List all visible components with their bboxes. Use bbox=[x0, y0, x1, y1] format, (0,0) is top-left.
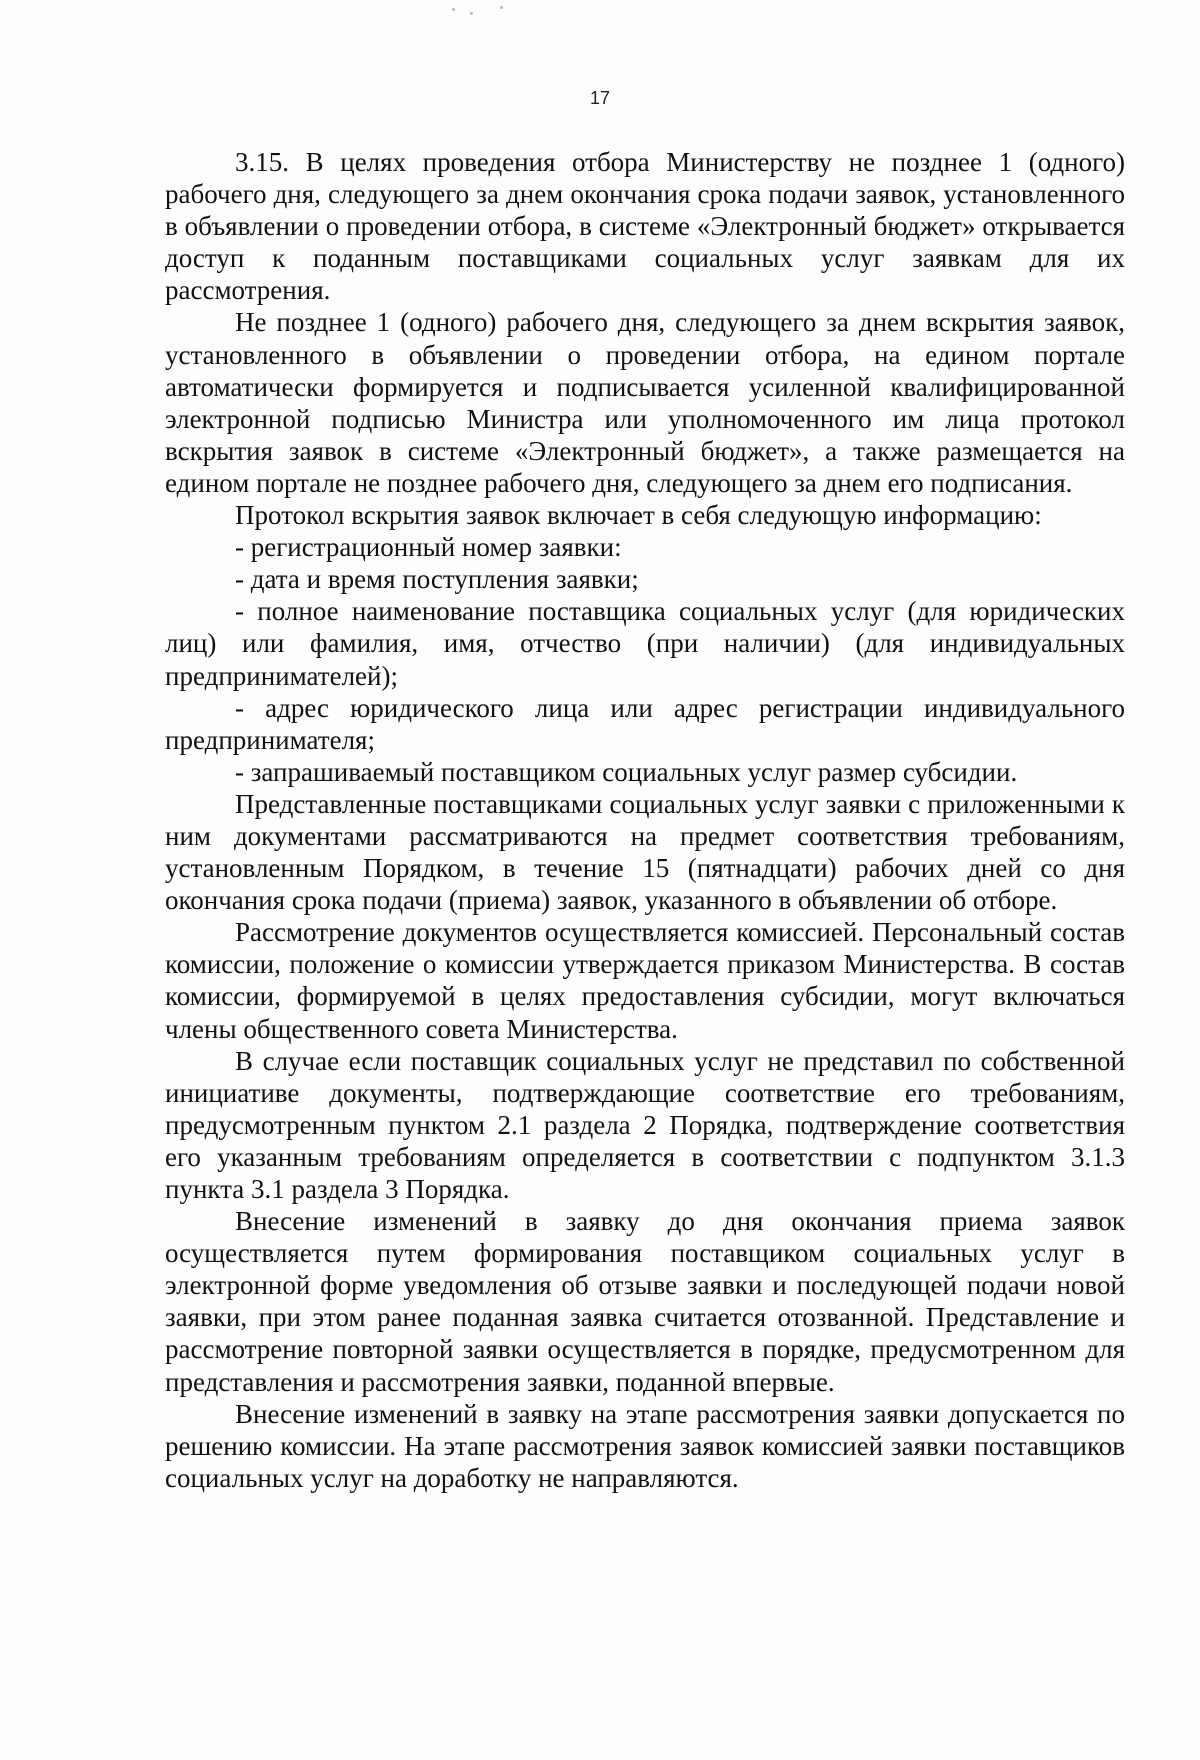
paragraph: Не позднее 1 (одного) рабочего дня, следующего за днем вскрытия заявок, установленного в объявлении о проведении отбора, на едином портале автоматически формируется и подписывается усиленной квалифицированной электронной подписью Министра или уполномоченного им лица протокол вскрытия заявок в системе «Электронный бюджет», а также размещается на едином портале не позднее рабочего дня, следующего за днем его подписания. bbox=[165, 307, 1125, 498]
paragraph: 3.15. В целях проведения отбора Министерству не позднее 1 (одного) рабочего дня, следующего за днем окончания срока подачи заявок, установленного в объявлении о проведении отбора, в системе «Электронный бюджет» открывается доступ к поданным поставщиками социальных услуг заявкам для их рассмотрения. bbox=[165, 147, 1125, 306]
paragraph: Представленные поставщиками социальных услуг заявки с приложенными к ним документами рассматриваются на предмет соответствия требованиям, установленным Порядком, в течение 15 (пятнадцати) рабочих дней со дня окончания срока подачи (приема) заявок, указанного в объявлении об отборе. bbox=[165, 788, 1125, 916]
paragraph: Рассмотрение документов осуществляется комиссией. Персональный состав комиссии, положение о комиссии утверждается приказом Министерства. В состав комиссии, формируемой в целях предоставления субсидии, могут включаться члены общественного совета Министерства. bbox=[165, 917, 1125, 1044]
paragraph: Внесение изменений в заявку до дня окончания приема заявок осуществляется путем формирования поставщиком социальных услуг в электронной форме уведомления об отзыве заявки и последующей подачи новой заявки, при этом ранее поданная заявка считается отозванной. Представление и рассмотрение повторной заявки осуществляется в порядке, предусмотренном для представления и рассмотрения заявки, поданной впервые. bbox=[165, 1206, 1125, 1397]
list-item: - дата и время поступления заявки; bbox=[235, 564, 639, 595]
document-body bbox=[165, 146, 1125, 1494]
list-item: - адрес юридического лица или адрес регистрации индивидуального предпринимателя; bbox=[165, 692, 1125, 755]
scan-speck bbox=[500, 6, 503, 9]
page-number: 17 bbox=[589, 88, 611, 108]
scan-speck bbox=[470, 12, 473, 15]
list-item: - запрашиваемый поставщиком социальных услуг размер субсидии. bbox=[235, 756, 1018, 787]
scan-speck bbox=[452, 8, 455, 11]
paragraph: Внесение изменений в заявку на этапе рассмотрения заявки допускается по решению комиссии. На этапе рассмотрения заявок комиссией заявки поставщиков социальных услуг на доработку не направляются. bbox=[165, 1398, 1125, 1493]
list-item: - полное наименование поставщика социальных услуг (для юридических лиц) или фамилия, имя, отчество (при наличии) (для индивидуальных предпринимателей); bbox=[165, 596, 1125, 691]
paragraph: В случае если поставщик социальных услуг не представил по собственной инициативе документы, подтверждающие соответствие его требованиям, предусмотренным пунктом 2.1 раздела 2 Порядка, подтверждение соответствия его указанным требованиям определяется в соответствии с подпунктом 3.1.3 пункта 3.1 раздела 3 Порядка. bbox=[165, 1045, 1125, 1204]
list-item: - регистрационный номер заявки: bbox=[235, 532, 622, 563]
paragraph: Протокол вскрытия заявок включает в себя следующую информацию: bbox=[235, 500, 1042, 531]
